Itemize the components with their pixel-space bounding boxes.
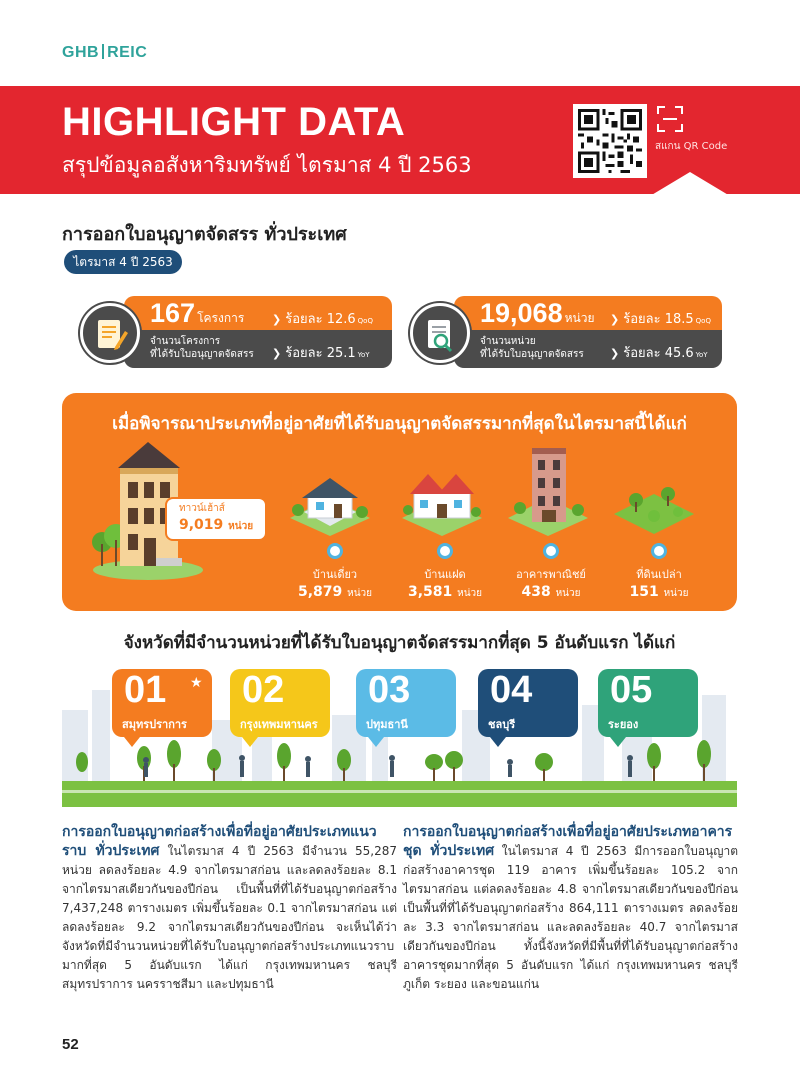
left-column-heading: การออกใบอนุญาตก่อสร้างเพื่อที่อยู่อาศัยประเภทแนวราบ ทั่วประเทศ: [62, 824, 377, 859]
stat-description: จำนวนหน่วย ที่ได้รับใบอนุญาตจัดสรร: [480, 336, 584, 360]
section-title: การออกใบอนุญาตจัดสรร ทั่วประเทศ: [62, 224, 347, 245]
housing-types-title: เมื่อพิจารณาประเภทที่อยู่อาศัยที่ได้รับอนุญาตจัดสรรมากที่สุดในไตรมาสนี้ได้แก่: [112, 414, 687, 434]
type-commercial-building: [496, 543, 606, 601]
right-column-heading: การออกใบอนุญาตก่อสร้างเพื่อที่อยู่อาศัยประเภทอาคารชุด ทั่วประเทศ: [403, 824, 733, 859]
logo-divider: [102, 44, 104, 59]
stat-card-units: [410, 296, 722, 368]
province-rank-4: [478, 669, 578, 737]
down-chevron-icon: ❯: [272, 347, 282, 360]
province-name: ชลบุรี: [488, 718, 516, 731]
stat-qoq-change: ❯ ร้อยละ 18.5 QoQ: [610, 312, 711, 327]
province-rank-3: [356, 669, 456, 737]
down-chevron-icon: ❯: [272, 313, 282, 326]
scan-frame-icon: [657, 106, 683, 132]
right-column-paragraph: [403, 823, 738, 994]
twin-house-icon: [402, 466, 482, 536]
grass-strip: [62, 781, 737, 807]
type-name: ที่ดินเปล่า: [636, 568, 682, 581]
down-chevron-icon: ❯: [610, 313, 620, 326]
province-rank-5: [598, 669, 698, 737]
rank-pointer: [610, 737, 626, 747]
stat-unit: โครงการ: [197, 311, 245, 325]
type-value: 5,879 หน่วย: [297, 584, 373, 600]
star-icon: ★: [190, 675, 203, 691]
logo-reic: REIC: [107, 44, 148, 61]
rank-number: 05: [610, 669, 653, 711]
type-name: อาคารพาณิชย์: [516, 568, 586, 581]
scan-qr-label: สแกน QR Code: [655, 141, 728, 152]
province-name: ปทุมธานี: [366, 718, 408, 731]
ghb-reic-logo: [62, 44, 147, 62]
rank-pointer: [242, 737, 258, 747]
stat-value: 167 โครงการ: [150, 298, 245, 328]
type-value: 438 หน่วย: [521, 584, 581, 600]
right-column-body: ในไตรมาส 4 ปี 2563 มีการออกใบอนุญาตก่อสร้างอาคารชุด 119 อาคาร เพิ่มขึ้นร้อยละ 105.2 จากไตรมาสก่อน แต่ลดลงร้อยละ 4.8 จากไตรมาสเดียวกันของปีก่อน เป็นพื้นที่ที่ได้รับอนุญาตก่อสร้าง 864,111 ตารางเมตร ลดลงร้อยละ 3.3 จากไตรมาสก่อน และลดลงร้อยละ 40.7 จากไตรมาสเดียวกันของปีก่อน ทั้งนี้จังหวัดที่มีพื้นที่ที่ได้รับอนุญาตก่อสร้างอาคารชุดมากที่สุด 5 อันดับแรก ได้แก่ กรุงเทพมหานคร ชลบุรี ภูเก็ต ระยอง และขอนแก่น: [403, 844, 738, 991]
type-name: บ้านแฝด: [424, 568, 466, 581]
province-name: กรุงเทพมหานคร: [240, 718, 318, 731]
document-search-icon: [410, 303, 470, 363]
location-pin-icon: [651, 543, 667, 559]
rank-number: 04: [490, 669, 533, 711]
type-name: บ้านเดี่ยว: [312, 568, 358, 581]
banner-subtitle: สรุปข้อมูลอสังหาริมทรัพย์ ไตรมาส 4 ปี 2563: [62, 153, 472, 177]
type-twin-house: [390, 543, 500, 601]
type-value: 3,581 หน่วย: [407, 584, 483, 600]
down-chevron-icon: ❯: [610, 347, 620, 360]
left-column-body: ในไตรมาส 4 ปี 2563 มีจำนวน 55,287 หน่วย ลดลงร้อยละ 4.9 จากไตรมาสก่อน และลดลงร้อยละ 8.1 จากไตรมาสเดียวกันของปีก่อน เป็นพื้นที่ที่ได้รับอนุญาตก่อสร้าง 7,437,248 ตารางเมตร เพิ่มขึ้นร้อยละ 0.1 จากไตรมาสก่อน แต่ลดลงร้อยละ 9.2 จากไตรมาสเดียวกันของปีก่อน จะเห็นได้ว่าจังหวัดที่มีจำนวนหน่วยที่ได้รับใบอนุญาตก่อสร้างประเภทแนวราบมากที่สุด 5 อันดับแรก ได้แก่ กรุงเทพมหานคร ชลบุรี สมุทรปราการ นครราชสีมา และปทุมธานี: [62, 844, 397, 991]
rank-pointer: [368, 737, 384, 747]
province-name: สมุทรปราการ: [122, 718, 187, 731]
stat-yoy-change: ❯ ร้อยละ 45.6 YoY: [610, 346, 708, 361]
townhouse-value: 9,019 หน่วย: [179, 517, 254, 533]
page-number: 52: [62, 1036, 79, 1053]
commercial-building-icon: [508, 444, 588, 536]
rank-number: 01: [124, 669, 167, 711]
document-pen-icon: [80, 303, 140, 363]
banner-notch: [650, 172, 730, 196]
stat-value: 19,068 หน่วย: [480, 298, 595, 328]
location-pin-icon: [327, 543, 343, 559]
stat-description: จำนวนโครงการ ที่ได้รับใบอนุญาตจัดสรร: [150, 336, 254, 360]
detached-house-icon: [290, 474, 370, 536]
rank-number: 03: [368, 669, 411, 711]
vacant-land-icon: [614, 476, 694, 536]
top-provinces-title: จังหวัดที่มีจำนวนหน่วยที่ได้รับใบอนุญาตจัดสรรมากที่สุด 5 อันดับแรก ได้แก่: [123, 633, 676, 653]
rank-pointer: [124, 737, 140, 747]
province-rank-1: [112, 669, 212, 737]
banner-title: HIGHLIGHT DATA: [62, 100, 406, 144]
rank-pointer: [490, 737, 506, 747]
stat-card-projects: [80, 296, 392, 368]
logo-ghb: GHB: [62, 44, 100, 61]
qr-code-icon[interactable]: [573, 104, 647, 178]
province-name: ระยอง: [608, 718, 639, 731]
townhouse-label: ทาวน์เฮ้าส์: [179, 503, 225, 514]
province-rank-2: [230, 669, 330, 737]
type-vacant-land: [604, 543, 714, 601]
stat-qoq-change: ❯ ร้อยละ 12.6 QoQ: [272, 312, 373, 327]
type-detached-house: [280, 543, 390, 601]
location-pin-icon: [437, 543, 453, 559]
rank-number: 02: [242, 669, 285, 711]
location-pin-icon: [543, 543, 559, 559]
type-value: 151 หน่วย: [629, 584, 689, 600]
stat-unit: หน่วย: [564, 311, 595, 325]
grass-path: [62, 790, 737, 793]
left-column-paragraph: [62, 823, 397, 994]
quarter-badge: ไตรมาส 4 ปี 2563: [64, 250, 182, 274]
townhouse-callout: [165, 497, 267, 541]
stat-yoy-change: ❯ ร้อยละ 25.1 YoY: [272, 346, 370, 361]
